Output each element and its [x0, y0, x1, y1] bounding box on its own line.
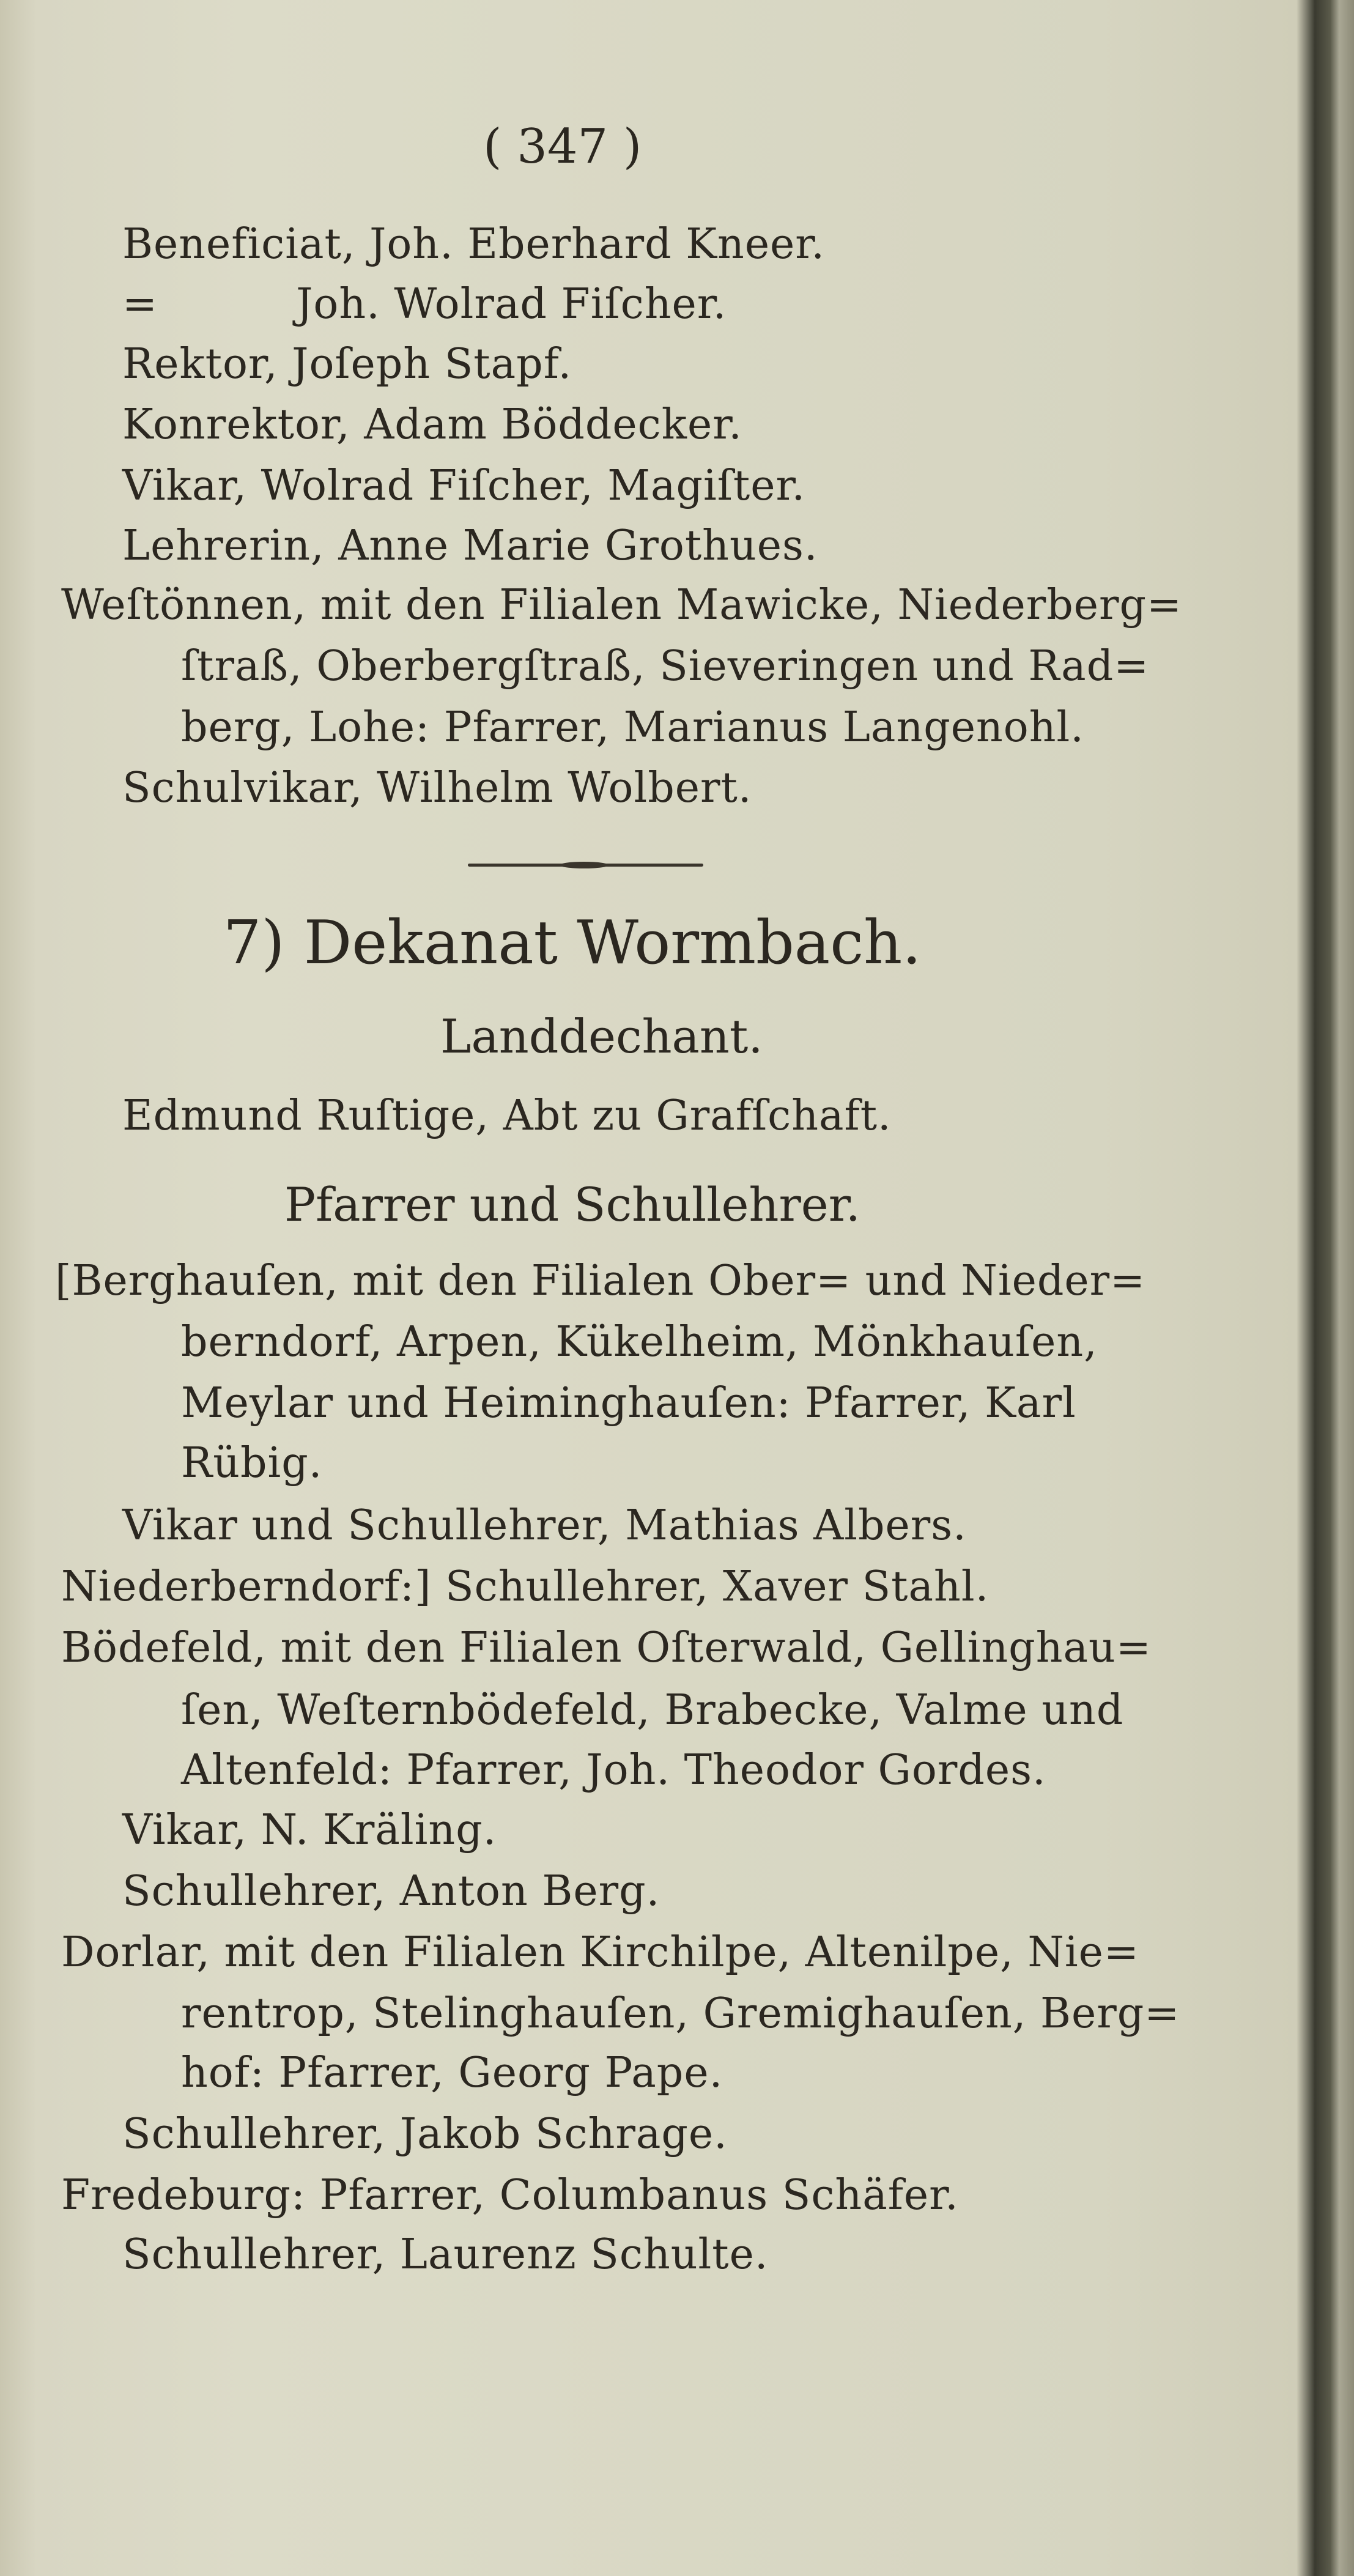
text-line: Schulvikar, Wilhelm Wolbert.	[122, 764, 752, 812]
section-divider	[468, 864, 703, 867]
text-line: Rübig.	[181, 1439, 323, 1487]
text-line: Rektor, Joſeph Stapf.	[122, 340, 572, 388]
text-line: Fredeburg: Pfarrer, Columbanus Schäfer.	[61, 2171, 959, 2219]
text-line: hof: Pfarrer, Georg Pape.	[181, 2049, 723, 2097]
text-line: [Berghauſen, mit den Filialen Ober= und Nieder=	[55, 1257, 1146, 1305]
text-line: Meylar und Heiminghauſen: Pfarrer, Karl	[181, 1379, 1076, 1427]
text-line: Schullehrer, Anton Berg.	[122, 1867, 660, 1915]
text-line: Vikar, Wolrad Fiſcher, Magiſter.	[122, 462, 806, 510]
section-heading: 7) Dekanat Wormbach.	[223, 908, 922, 978]
text-line: Konrektor, Adam Böddecker.	[122, 401, 742, 449]
text-line: ſen, Weſternbödefeld, Brabecke, Valme und	[181, 1686, 1124, 1734]
text-line: Schullehrer, Laurenz Schulte.	[122, 2230, 769, 2279]
text-line: Weſtönnen, mit den Filialen Mawicke, Niederberg=	[61, 581, 1183, 629]
text-line: Altenfeld: Pfarrer, Joh. Theodor Gordes.	[181, 1746, 1046, 1794]
subheading-landdechant: Landdechant.	[440, 1009, 763, 1064]
text-line: Schullehrer, Jakob Schrage.	[122, 2110, 728, 2158]
text-line: rentrop, Stelinghauſen, Gremighauſen, Berg=	[181, 1989, 1180, 2038]
text-line: ſtraß, Oberbergſtraß, Sieveringen und Rad=	[181, 642, 1150, 690]
text-line: Beneficiat, Joh. Eberhard Kneer.	[122, 220, 825, 268]
text-line: Dorlar, mit den Filialen Kirchilpe, Altenilpe, Nie=	[61, 1928, 1139, 1977]
text-line: Vikar, N. Kräling.	[122, 1806, 497, 1854]
text-line: = Joh. Wolrad Fiſcher.	[122, 280, 727, 328]
subheading-pfarrer: Pfarrer und Schullehrer.	[284, 1177, 860, 1232]
text-line: Edmund Ruſtige, Abt zu Grafſchaft.	[122, 1092, 892, 1140]
text-line: berndorf, Arpen, Kükelheim, Mönkhauſen,	[181, 1318, 1098, 1366]
text-line: berg, Lohe: Pfarrer, Marianus Langenohl.	[181, 703, 1084, 752]
page-number: ( 347 )	[483, 119, 642, 174]
text-line: Lehrerin, Anne Marie Grothues.	[122, 522, 818, 570]
text-line: Bödefeld, mit den Filialen Oſterwald, Gellinghau=	[61, 1624, 1152, 1672]
text-line: Niederberndorf:] Schullehrer, Xaver Stahl.	[61, 1563, 990, 1611]
text-line: Vikar und Schullehrer, Mathias Albers.	[122, 1501, 967, 1550]
